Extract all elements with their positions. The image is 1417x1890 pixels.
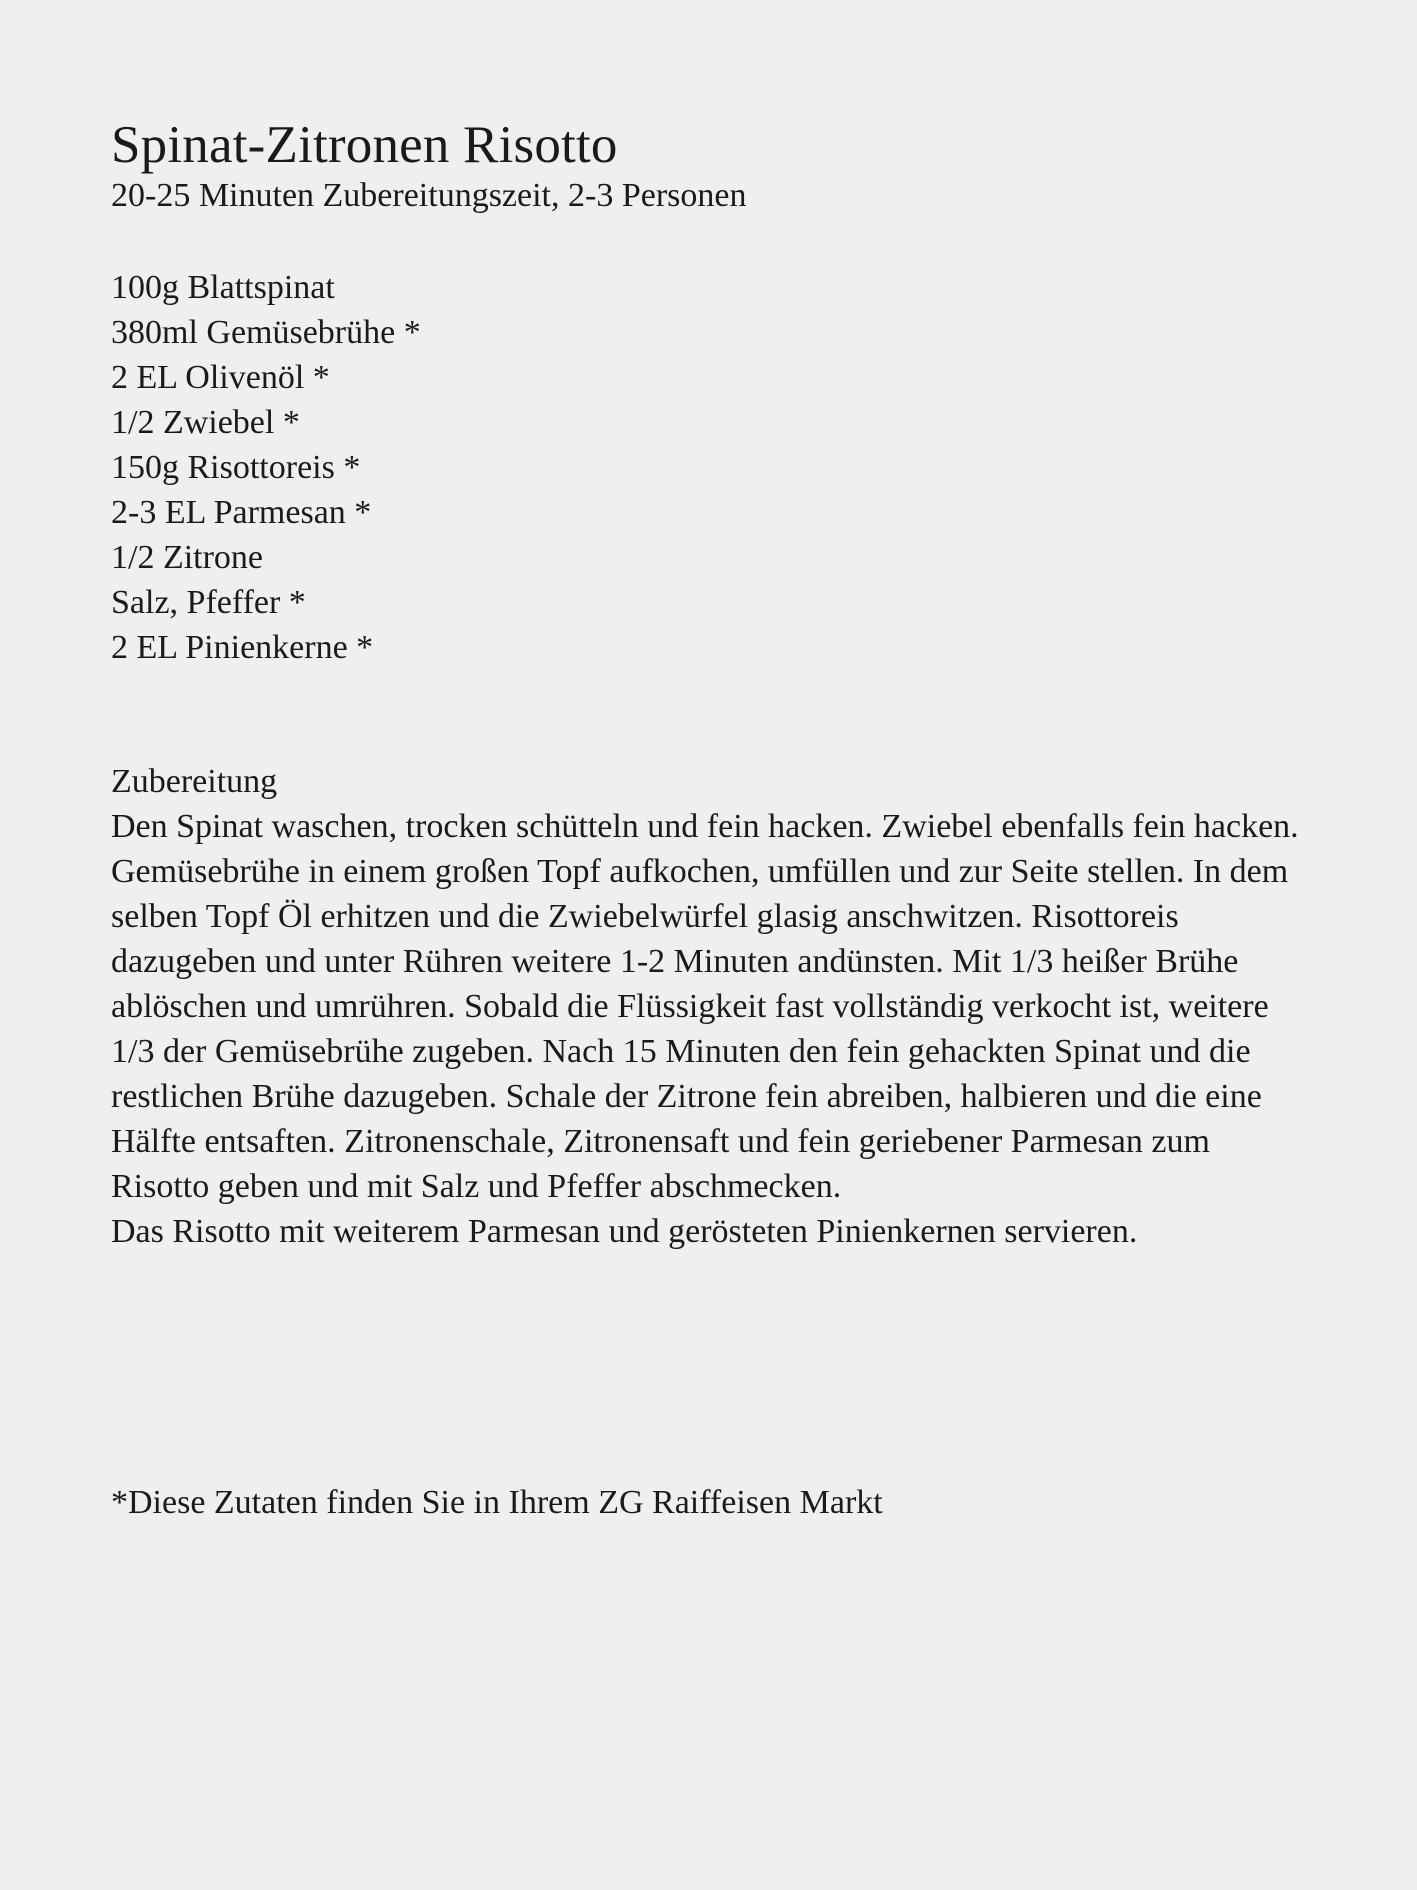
preparation-text [111, 804, 1311, 1254]
ingredient-item: 2 EL Olivenöl * [111, 359, 330, 396]
preparation-paragraph: Das Risotto mit weiterem Parmesan und gerösteten Pinienkernen servieren. [111, 1213, 1138, 1250]
ingredient-item: 100g Blattspinat [111, 269, 335, 306]
ingredient-item: 2-3 EL Parmesan * [111, 494, 372, 531]
ingredient-item: 380ml Gemüsebrühe * [111, 314, 421, 351]
recipe-title: Spinat-Zitronen Risotto [111, 116, 618, 174]
ingredient-item: 2 EL Pinienkerne * [111, 629, 374, 666]
ingredient-item: 1/2 Zwiebel * [111, 404, 300, 441]
footnote: *Diese Zutaten finden Sie in Ihrem ZG Raiffeisen Markt [111, 1484, 883, 1521]
recipe-subtitle: 20-25 Minuten Zubereitungszeit, 2-3 Personen [111, 177, 747, 214]
ingredient-list [111, 265, 421, 670]
preparation-paragraph: Den Spinat waschen, trocken schütteln und fein hacken. Zwiebel ebenfalls fein hacken. Gemüsebrühe in einem großen Topf aufkochen, umfüllen und zur Seite stellen. In dem selben Topf Öl erhitzen und die Zwiebelwürfel glasig anschwitzen. Risottoreis dazugeben und unter Rühren weitere 1-2 Minuten andünsten. Mit 1/3 heißer Brühe ablöschen und umrühren. Sobald die Flüssigkeit fast vollständig verkocht ist, weitere 1/3 der Gemüsebrühe zugeben. Nach 15 Minuten den fein gehackten Spinat und die restlichen Brühe dazugeben. Schale der Zitrone fein abreiben, halbieren und die eine Hälfte entsaften. Zitronenschale, Zitronensaft und fein geriebener Parmesan zum Risotto geben und mit Salz und Pfeffer abschmecken. [111, 808, 1299, 1205]
ingredient-item: 1/2 Zitrone [111, 539, 264, 576]
ingredient-item: Salz, Pfeffer * [111, 584, 306, 621]
ingredient-item: 150g Risottoreis * [111, 449, 361, 486]
preparation-heading: Zubereitung [111, 763, 278, 800]
